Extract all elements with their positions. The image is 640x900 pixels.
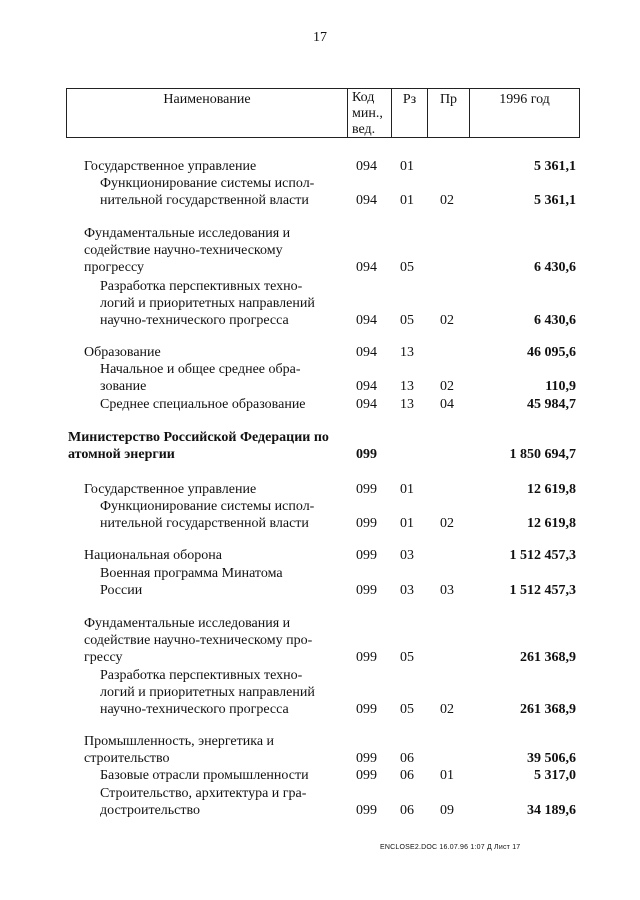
row-rz: 01 xyxy=(400,159,414,174)
row-name: Образование xyxy=(84,345,161,360)
row-amount: 261 368,9 xyxy=(520,650,576,665)
header-name: Наименование xyxy=(163,92,251,107)
row-code: 099 xyxy=(356,516,377,531)
row-rz: 05 xyxy=(400,650,414,665)
row-amount: 45 984,7 xyxy=(527,397,576,412)
row-rz: 13 xyxy=(400,379,414,394)
row-code: 099 xyxy=(356,583,377,598)
row-pr: 02 xyxy=(440,193,454,208)
row-rz: 03 xyxy=(400,548,414,563)
header-rz: Рз xyxy=(391,89,427,137)
row-name: Разработка перспективных техно- логий и приоритетных направлений научно-технического прогресса xyxy=(100,668,315,717)
row-amount: 1 512 457,3 xyxy=(509,548,576,563)
table-row xyxy=(0,733,640,767)
row-amount: 1 512 457,3 xyxy=(509,583,576,598)
table-row xyxy=(0,344,640,361)
row-name: Национальная оборона xyxy=(84,548,222,563)
row-name: Промышленность, энергетика и строительство xyxy=(84,734,275,766)
row-amount: 12 619,8 xyxy=(527,516,576,531)
row-code: 099 xyxy=(356,447,377,462)
row-name: Строительство, архитектура и гра- достроительство xyxy=(100,786,307,818)
row-code: 094 xyxy=(356,313,377,328)
row-amount: 5 361,1 xyxy=(534,159,576,174)
row-name: Военная программа Минатома России xyxy=(100,566,283,598)
row-rz: 01 xyxy=(400,482,414,497)
table-row xyxy=(0,225,640,276)
row-amount: 34 189,6 xyxy=(527,803,576,818)
row-code: 094 xyxy=(356,379,377,394)
row-name: Функционирование системы испол- нительной государственной власти xyxy=(100,499,315,531)
table-row xyxy=(0,498,640,532)
row-name: Фундаментальные исследования и содействие научно-техническому про- грессу xyxy=(84,616,313,665)
row-pr: 02 xyxy=(440,313,454,328)
row-rz: 06 xyxy=(400,751,414,766)
row-pr: 03 xyxy=(440,583,454,598)
row-amount: 39 506,6 xyxy=(527,751,576,766)
row-amount: 6 430,6 xyxy=(534,313,576,328)
row-pr: 02 xyxy=(440,702,454,717)
row-pr: 01 xyxy=(440,768,454,783)
row-amount: 110,9 xyxy=(545,379,576,394)
row-amount: 46 095,6 xyxy=(527,345,576,360)
row-rz: 05 xyxy=(400,313,414,328)
row-pr: 02 xyxy=(440,516,454,531)
row-code: 094 xyxy=(356,397,377,412)
row-code: 094 xyxy=(356,345,377,360)
row-code: 099 xyxy=(356,548,377,563)
row-name: Государственное управление xyxy=(84,159,257,174)
row-name: Начальное и общее среднее обра- зование xyxy=(100,362,301,394)
table-row xyxy=(0,481,640,498)
table-row xyxy=(0,767,640,784)
row-rz: 01 xyxy=(400,516,414,531)
header-pr: Пр xyxy=(427,89,469,137)
table-row xyxy=(0,175,640,209)
page-number: 17 xyxy=(313,30,327,45)
row-rz: 13 xyxy=(400,397,414,412)
footer-filename: ENCLOSE2.DOC 16.07.96 1:07 Д Лист 17 xyxy=(380,844,521,851)
row-rz: 03 xyxy=(400,583,414,598)
table-row xyxy=(0,667,640,718)
row-rz: 06 xyxy=(400,768,414,783)
row-rz: 05 xyxy=(400,260,414,275)
row-pr: 09 xyxy=(440,803,454,818)
ministry-row xyxy=(0,429,640,463)
row-amount: 261 368,9 xyxy=(520,702,576,717)
table-row xyxy=(0,278,640,329)
row-rz: 05 xyxy=(400,702,414,717)
row-code: 094 xyxy=(356,260,377,275)
table-row xyxy=(0,565,640,599)
row-amount: 1 850 694,7 xyxy=(509,447,576,462)
row-name: Среднее специальное образование xyxy=(100,397,306,412)
row-rz: 01 xyxy=(400,193,414,208)
header-year: 1996 год xyxy=(469,89,579,137)
row-code: 099 xyxy=(356,482,377,497)
table-row xyxy=(0,615,640,666)
table-row xyxy=(0,361,640,395)
header-code-text: Код мин., вед. xyxy=(352,90,383,137)
row-name: Фундаментальные исследования и содействие научно-техническому прогрессу xyxy=(84,226,291,275)
table-row xyxy=(0,396,640,413)
row-name: Разработка перспективных техно- логий и приоритетных направлений научно-технического прогресса xyxy=(100,279,315,328)
row-code: 094 xyxy=(356,159,377,174)
row-code: 099 xyxy=(356,702,377,717)
row-name: Базовые отрасли промышленности xyxy=(100,768,309,783)
table-row xyxy=(0,158,640,175)
row-code: 094 xyxy=(356,193,377,208)
row-amount: 6 430,6 xyxy=(534,260,576,275)
table-row xyxy=(0,785,640,819)
row-name: Государственное управление xyxy=(84,482,257,497)
row-amount: 5 317,0 xyxy=(534,768,576,783)
row-amount: 5 361,1 xyxy=(534,193,576,208)
row-amount: 12 619,8 xyxy=(527,482,576,497)
row-code: 099 xyxy=(356,650,377,665)
row-code: 099 xyxy=(356,803,377,818)
row-pr: 04 xyxy=(440,397,454,412)
row-code: 099 xyxy=(356,751,377,766)
row-rz: 06 xyxy=(400,803,414,818)
row-name: Министерство Российской Федерации по атомной энергии xyxy=(68,430,329,462)
row-rz: 13 xyxy=(400,345,414,360)
row-code: 099 xyxy=(356,768,377,783)
table-row xyxy=(0,547,640,564)
row-pr: 02 xyxy=(440,379,454,394)
row-name: Функционирование системы испол- нительной государственной власти xyxy=(100,176,315,208)
